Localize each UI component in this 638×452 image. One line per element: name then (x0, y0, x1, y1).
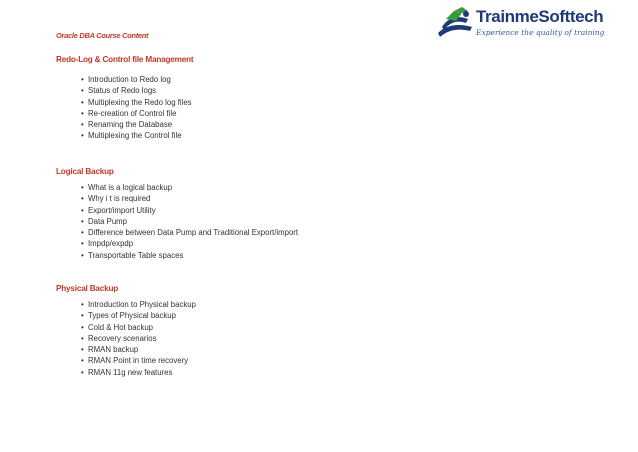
list-item (81, 310, 196, 321)
list-item-label: Data Pump (88, 216, 128, 226)
logo-tagline: Experience the quality of training (476, 28, 605, 37)
list-item-label: Impdp/expdp (88, 239, 134, 249)
list-item-label: Renaming the Database (88, 120, 173, 130)
list-item-label: Why i t is required (88, 194, 151, 204)
list-item (81, 97, 192, 108)
bullet-icon: • (81, 228, 84, 238)
list-item-label: Introduction to Redo log (88, 75, 171, 84)
list-item-label: RMAN backup (88, 345, 139, 355)
list-item-label: RMAN 11g new features (88, 367, 173, 377)
bullet-icon: • (81, 250, 84, 260)
bullet-icon: • (81, 216, 84, 226)
list-item (81, 367, 196, 378)
list-item-label: Status of Redo logs (88, 86, 157, 96)
bullet-icon: • (81, 108, 84, 118)
list-item (81, 182, 298, 193)
bullet-icon: • (81, 131, 84, 141)
bullet-icon: • (81, 333, 84, 343)
list-item (81, 238, 298, 249)
brand-logo (432, 3, 605, 45)
list-item-label: Re-creation of Control file (88, 108, 177, 118)
list-item (81, 193, 298, 204)
book-reader-logo-icon (432, 3, 476, 43)
list-item-label: Transportable Table spaces (88, 250, 184, 260)
list-item (81, 108, 192, 119)
list-item (81, 355, 196, 366)
section-heading: Redo-Log & Control file Management (56, 55, 194, 64)
list-item-label: Cold & Hot backup (88, 322, 154, 332)
list-item (81, 227, 298, 238)
list-item-label: RMAN Point in time recovery (88, 356, 189, 366)
list-item (81, 85, 192, 96)
list-item-label: Types of Physical backup (88, 311, 176, 321)
list-item (81, 130, 192, 141)
list-item (81, 299, 196, 310)
section-redo-log (56, 54, 194, 141)
list-item-label: Introduction to Physical backup (88, 300, 196, 309)
document-title: Oracle DBA Course Content (56, 31, 149, 40)
section-physical-backup (56, 283, 196, 377)
bullet-icon: • (81, 120, 84, 130)
list-item-label: Difference between Data Pump and Traditional Export/import (88, 228, 299, 238)
bullet-icon: • (81, 239, 84, 249)
list-item (81, 119, 192, 130)
list-item (81, 322, 196, 333)
list-item-label: Multiplexing the Control file (88, 131, 182, 141)
list-item (81, 250, 298, 261)
list-item-label: Recovery scenarios (88, 333, 157, 343)
section-logical-backup (56, 166, 299, 260)
list-item (81, 216, 298, 227)
list-item-label: What is a logical backup (88, 183, 173, 192)
list-item (81, 344, 196, 355)
section-heading: Physical Backup (56, 284, 119, 293)
bullet-icon: • (81, 367, 84, 377)
bullet-icon: • (81, 322, 84, 332)
bullet-icon: • (81, 75, 84, 84)
bullet-icon: • (81, 345, 84, 355)
topic-list (81, 74, 192, 142)
bullet-icon: • (81, 183, 84, 192)
list-item (81, 205, 298, 216)
list-item-label: Multiplexing the Redo log files (88, 97, 192, 107)
list-item (81, 74, 192, 85)
bullet-icon: • (81, 86, 84, 96)
bullet-icon: • (81, 300, 84, 309)
bullet-icon: • (81, 97, 84, 107)
bullet-icon: • (81, 356, 84, 366)
list-item (81, 333, 196, 344)
bullet-icon: • (81, 194, 84, 204)
topic-list (81, 182, 298, 261)
bullet-icon: • (81, 205, 84, 215)
section-heading: Logical Backup (56, 167, 114, 176)
logo-name: TrainmeSofttech (476, 7, 604, 26)
list-item-label: Export/import Utility (88, 205, 156, 215)
bullet-icon: • (81, 311, 84, 321)
topic-list (81, 299, 196, 378)
